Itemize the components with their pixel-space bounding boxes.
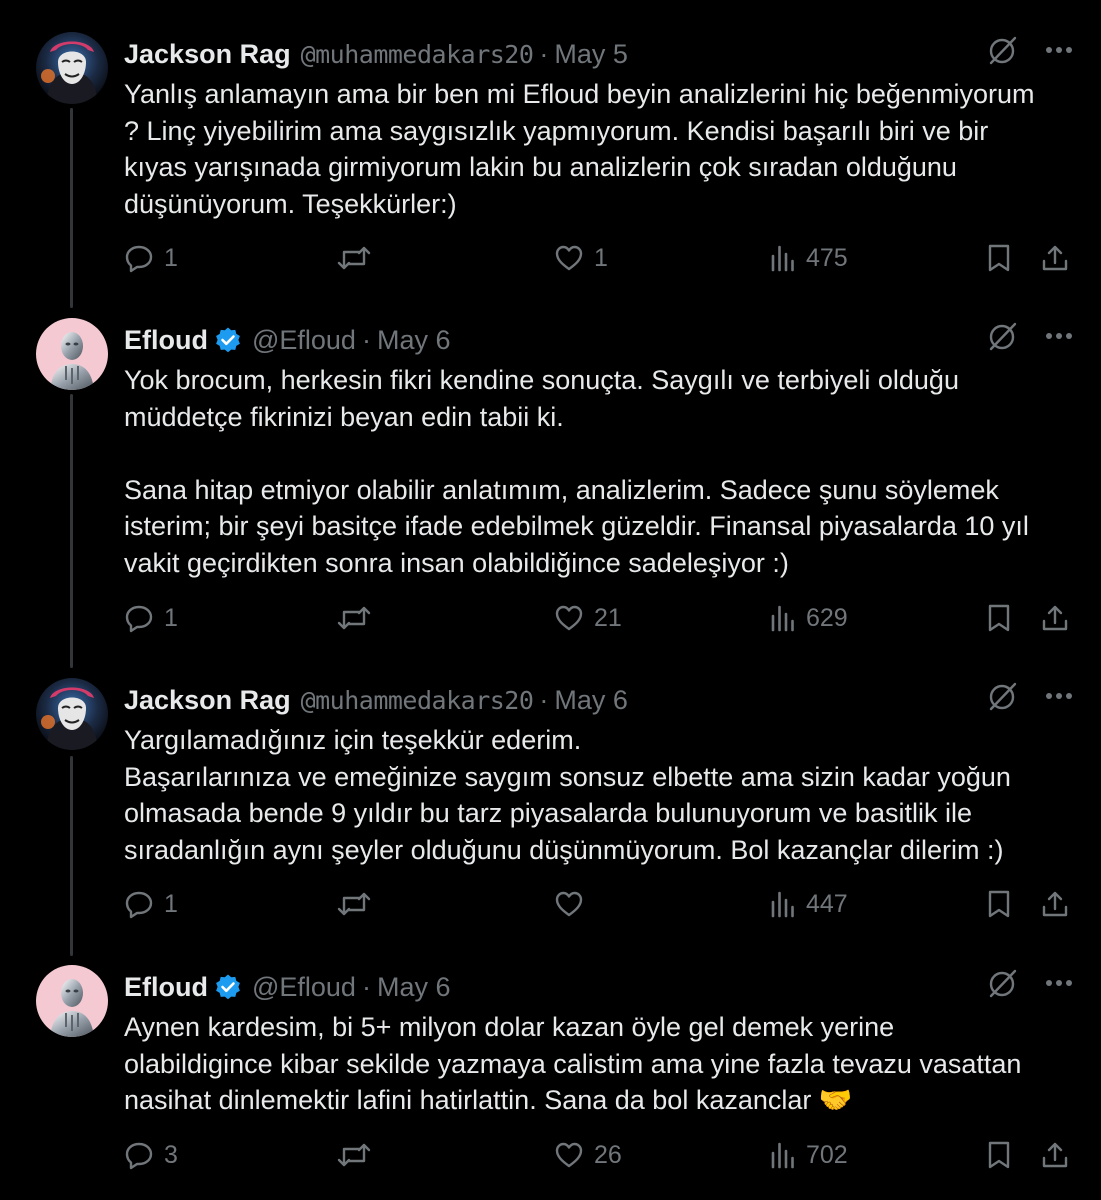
author-handle[interactable]: @Efloud [251, 971, 356, 1002]
tweet-top-icons [987, 320, 1073, 352]
tweet-date[interactable]: May 5 [554, 38, 628, 69]
views-button[interactable] [770, 884, 848, 924]
retweet-button[interactable] [336, 884, 382, 924]
reply-icon [124, 1140, 154, 1170]
tweet-header [124, 322, 450, 358]
tweet-actions [124, 884, 1074, 924]
retweet-button[interactable] [336, 238, 382, 278]
author-name[interactable]: Jackson Rag [124, 38, 291, 69]
tweet-text [124, 1009, 1084, 1119]
share-button[interactable] [1040, 884, 1070, 924]
grok-icon[interactable] [987, 680, 1019, 712]
views-count: 702 [806, 1140, 848, 1169]
like-button[interactable] [554, 884, 594, 924]
retweet-icon [336, 243, 372, 273]
text-line: sıradanlığın aynı şeyler olduğunu düşünmüyorum. Bol kazançlar dilerim :) [124, 834, 1004, 865]
separator-dot: · [361, 324, 371, 355]
tweet-date[interactable]: May 6 [376, 971, 451, 1002]
text-line: nasihat dinlemektir lafini hatirlattin. Sana da bol kazanclar 🤝 [124, 1085, 853, 1115]
share-icon [1040, 603, 1070, 633]
views-icon [770, 1141, 796, 1169]
author-handle[interactable]: @muhammedakars20 [300, 39, 534, 69]
tweet-actions [124, 1135, 1074, 1175]
more-icon[interactable] [1045, 978, 1073, 988]
grok-icon[interactable] [987, 967, 1019, 999]
paragraph-gap [124, 435, 1084, 472]
avatar[interactable] [36, 32, 108, 104]
tweet[interactable] [0, 678, 1101, 938]
text-line: vakit geçirdikten sonra insan olabildiğince sadeleşiyor :) [124, 547, 789, 578]
author-name[interactable]: Efloud [124, 324, 208, 355]
reply-icon [124, 889, 154, 919]
more-icon[interactable] [1045, 331, 1073, 341]
more-icon[interactable] [1045, 45, 1073, 55]
tweet[interactable] [0, 965, 1101, 1190]
author-handle[interactable]: @Efloud [251, 324, 356, 355]
tweet-actions [124, 238, 1074, 278]
like-icon [554, 1141, 584, 1169]
bookmark-button[interactable] [986, 1135, 1012, 1175]
bookmark-icon [986, 889, 1012, 919]
views-button[interactable] [770, 598, 848, 638]
views-icon [770, 244, 796, 272]
reply-button[interactable] [124, 1135, 178, 1175]
text-line: Yok brocum, herkesin fikri kendine sonuçta. Saygılı ve terbiyeli olduğu [124, 365, 959, 395]
reply-button[interactable] [124, 598, 178, 638]
text-line: ? Linç yiyebilirim ama saygısızlık yapmıyorum. Kendisi başarılı biri ve bir [124, 115, 989, 146]
masked-face-icon [36, 32, 108, 104]
retweet-button[interactable] [336, 598, 382, 638]
verified-badge-icon[interactable] [214, 326, 242, 354]
text-line: Sana hitap etmiyor olabilir anlatımım, analizlerim. Sadece şunu söylemek [124, 474, 999, 505]
silver-figure-icon [36, 965, 108, 1037]
separator-dot: · [361, 971, 371, 1002]
avatar[interactable] [36, 965, 108, 1037]
bookmark-button[interactable] [986, 598, 1012, 638]
share-icon [1040, 889, 1070, 919]
like-count: 1 [594, 243, 608, 272]
text-line: Aynen kardesim, bi 5+ milyon dolar kazan öyle gel demek yerine [124, 1012, 895, 1042]
tweet-date[interactable]: May 6 [376, 324, 451, 355]
like-button[interactable] [554, 598, 622, 638]
text-line: Yanlış anlamayın ama bir ben mi Efloud beyin analizlerini hiç beğenmiyorum [124, 79, 1035, 109]
text-line: Başarılarınıza ve emeğinize saygım sonsuz elbette ama sizin kadar yoğun [124, 761, 1011, 792]
bookmark-icon [986, 243, 1012, 273]
share-button[interactable] [1040, 1135, 1070, 1175]
grok-icon[interactable] [987, 34, 1019, 66]
share-icon [1040, 1140, 1070, 1170]
views-icon [770, 604, 796, 632]
tweet-header [124, 36, 628, 72]
tweet[interactable] [0, 318, 1101, 648]
views-icon [770, 890, 796, 918]
reply-button[interactable] [124, 238, 178, 278]
views-button[interactable] [770, 238, 848, 278]
avatar[interactable] [36, 678, 108, 750]
avatar[interactable] [36, 318, 108, 390]
tweet-actions [124, 598, 1074, 638]
text-line: Yargılamadığınız için teşekkür ederim. [124, 725, 582, 755]
tweet-text [124, 76, 1084, 222]
tweet-text [124, 722, 1084, 868]
tweet[interactable] [0, 32, 1101, 282]
separator-dot: · [539, 38, 549, 69]
masked-face-icon [36, 678, 108, 750]
bookmark-button[interactable] [986, 238, 1012, 278]
like-button[interactable] [554, 238, 608, 278]
bookmark-icon [986, 1140, 1012, 1170]
tweet-top-icons [987, 680, 1073, 712]
like-count: 26 [594, 1140, 622, 1169]
share-button[interactable] [1040, 598, 1070, 638]
text-line: müddetçe fikrinizi beyan edin tabii ki. [124, 401, 564, 432]
text-line: isterim; bir şeyi basitçe ifade edebilmek güzeldir. Finansal piyasalarda 10 yıl [124, 511, 1029, 541]
tweet-header [124, 682, 628, 718]
more-icon[interactable] [1045, 691, 1073, 701]
reply-button[interactable] [124, 884, 178, 924]
tweet-top-icons [987, 34, 1073, 66]
reply-icon [124, 603, 154, 633]
reply-count: 3 [164, 1140, 178, 1169]
author-handle[interactable]: @muhammedakars20 [300, 685, 534, 715]
text-line: olmasada bende 9 yıldır bu tarz piyasalarda bulunuyorum ve basitlik ile [124, 798, 972, 828]
views-count: 447 [806, 889, 848, 918]
like-count: 21 [594, 603, 622, 632]
views-count: 629 [806, 603, 848, 632]
verified-badge-icon[interactable] [214, 973, 242, 1001]
like-icon [554, 244, 584, 272]
views-count: 475 [806, 243, 848, 272]
tweet-header [124, 969, 450, 1005]
retweet-icon [336, 889, 372, 919]
like-icon [554, 890, 584, 918]
bookmark-icon [986, 603, 1012, 633]
grok-icon[interactable] [987, 320, 1019, 352]
views-button[interactable] [770, 1135, 848, 1175]
author-name[interactable]: Jackson Rag [124, 684, 291, 715]
tweet-date[interactable]: May 6 [554, 684, 628, 715]
bookmark-button[interactable] [986, 884, 1012, 924]
reply-count: 1 [164, 243, 178, 272]
retweet-icon [336, 1140, 372, 1170]
share-button[interactable] [1040, 238, 1070, 278]
share-icon [1040, 243, 1070, 273]
tweet-top-icons [987, 967, 1073, 999]
author-name[interactable]: Efloud [124, 971, 208, 1002]
like-button[interactable] [554, 1135, 622, 1175]
text-line: düşünüyorum. Teşekkürler:) [124, 188, 457, 219]
text-line: kıyas yarışınada girmiyorum lakin bu analizlerin çok sıradan olduğunu [124, 152, 957, 182]
reply-icon [124, 243, 154, 273]
silver-figure-icon [36, 318, 108, 390]
reply-count: 1 [164, 889, 178, 918]
reply-count: 1 [164, 603, 178, 632]
retweet-button[interactable] [336, 1135, 382, 1175]
retweet-icon [336, 603, 372, 633]
like-icon [554, 604, 584, 632]
text-line: olabildigince kibar sekilde yazmaya calistim ama yine fazla tevazu vasattan [124, 1048, 1022, 1079]
tweet-text [124, 362, 1084, 581]
separator-dot: · [539, 684, 549, 715]
